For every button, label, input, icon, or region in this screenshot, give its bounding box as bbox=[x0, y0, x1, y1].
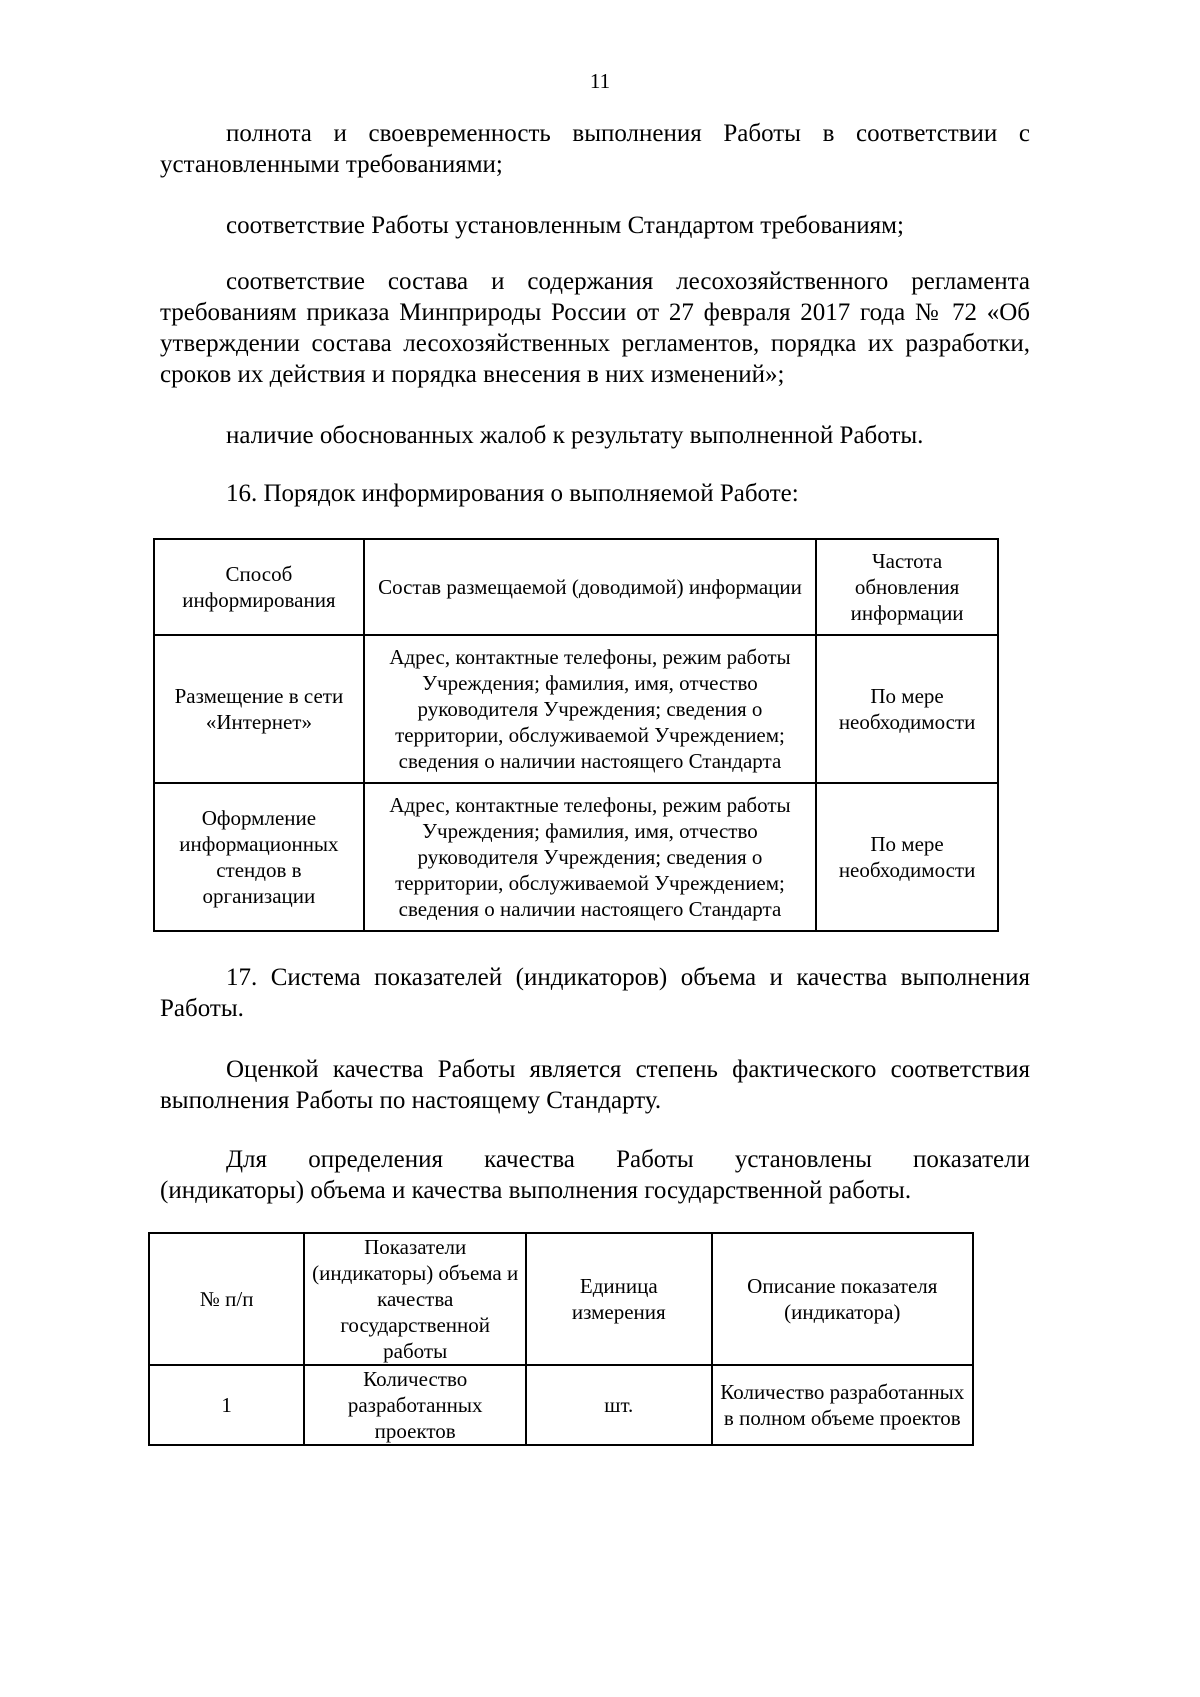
table-header-cell: Способ информирования bbox=[154, 539, 364, 635]
table-header-cell: № п/п bbox=[149, 1233, 304, 1365]
section-17-heading: 17. Система показателей (индикаторов) объема и качества выполнения Работы. bbox=[160, 964, 1030, 1022]
table-cell: Оформление информационных стендов в организации bbox=[154, 783, 364, 931]
table-cell: Адрес, контактные телефоны, режим работы Учреждения; фамилия, имя, отчество руководителя Учреждения; сведения о территории, обслуживаемой Учреждением; сведения о наличии настоящего Стандарта bbox=[364, 783, 816, 931]
paragraph-completeness: полнота и своевременность выполнения Работы в соответствии с установленными требованиями; bbox=[160, 120, 1030, 178]
table-header-cell: Частота обновления информации bbox=[816, 539, 998, 635]
table-row bbox=[154, 635, 998, 783]
table-cell: 1 bbox=[149, 1365, 304, 1445]
table-row bbox=[154, 783, 998, 931]
page-number: 11 bbox=[589, 69, 611, 93]
table-cell: Количество разработанных в полном объеме проектов bbox=[712, 1365, 973, 1445]
paragraph-compliance: соответствие Работы установленным Стандартом требованиям; bbox=[226, 212, 904, 239]
paragraph-complaints: наличие обоснованных жалоб к результату выполненной Работы. bbox=[226, 422, 924, 449]
table-header-row bbox=[154, 539, 998, 635]
table-cell: По мере необходимости bbox=[816, 635, 998, 783]
table-header-cell: Показатели (индикаторы) объема и качества государственной работы bbox=[304, 1233, 526, 1365]
table-cell: Количество разработанных проектов bbox=[304, 1365, 526, 1445]
paragraph-quality-assessment: Оценкой качества Работы является степень фактического соответствия выполнения Работы по настоящему Стандарту. bbox=[160, 1056, 1030, 1114]
table-header-cell: Состав размещаемой (доводимой) информации bbox=[364, 539, 816, 635]
table-cell: Размещение в сети «Интернет» bbox=[154, 635, 364, 783]
table-header-cell: Единица измерения bbox=[526, 1233, 712, 1365]
table-header-row bbox=[149, 1233, 973, 1365]
table-header-cell: Описание показателя (индикатора) bbox=[712, 1233, 973, 1365]
table-cell: По мере необходимости bbox=[816, 783, 998, 931]
table-cell: шт. bbox=[526, 1365, 712, 1445]
informing-table bbox=[153, 538, 999, 932]
paragraph-regulation: соответствие состава и содержания лесохозяйственного регламента требованиям приказа Минприроды России от 27 февраля 2017 года № 72 «Об утверждении состава лесохозяйственных регламентов, порядка их разработки, сроков их действия и порядка внесения в них изменений»; bbox=[160, 268, 1030, 388]
section-16-heading: 16. Порядок информирования о выполняемой Работе: bbox=[226, 480, 799, 507]
table-cell: Адрес, контактные телефоны, режим работы Учреждения; фамилия, имя, отчество руководителя Учреждения; сведения о территории, обслуживаемой Учреждением; сведения о наличии настоящего Стандарта bbox=[364, 635, 816, 783]
table-row bbox=[149, 1365, 973, 1445]
paragraph-indicators-line1: Для определения качества Работы установлены показатели bbox=[226, 1146, 1030, 1173]
indicators-table bbox=[148, 1232, 974, 1446]
paragraph-indicators-line2: (индикаторы) объема и качества выполнения государственной работы. bbox=[160, 1177, 912, 1204]
